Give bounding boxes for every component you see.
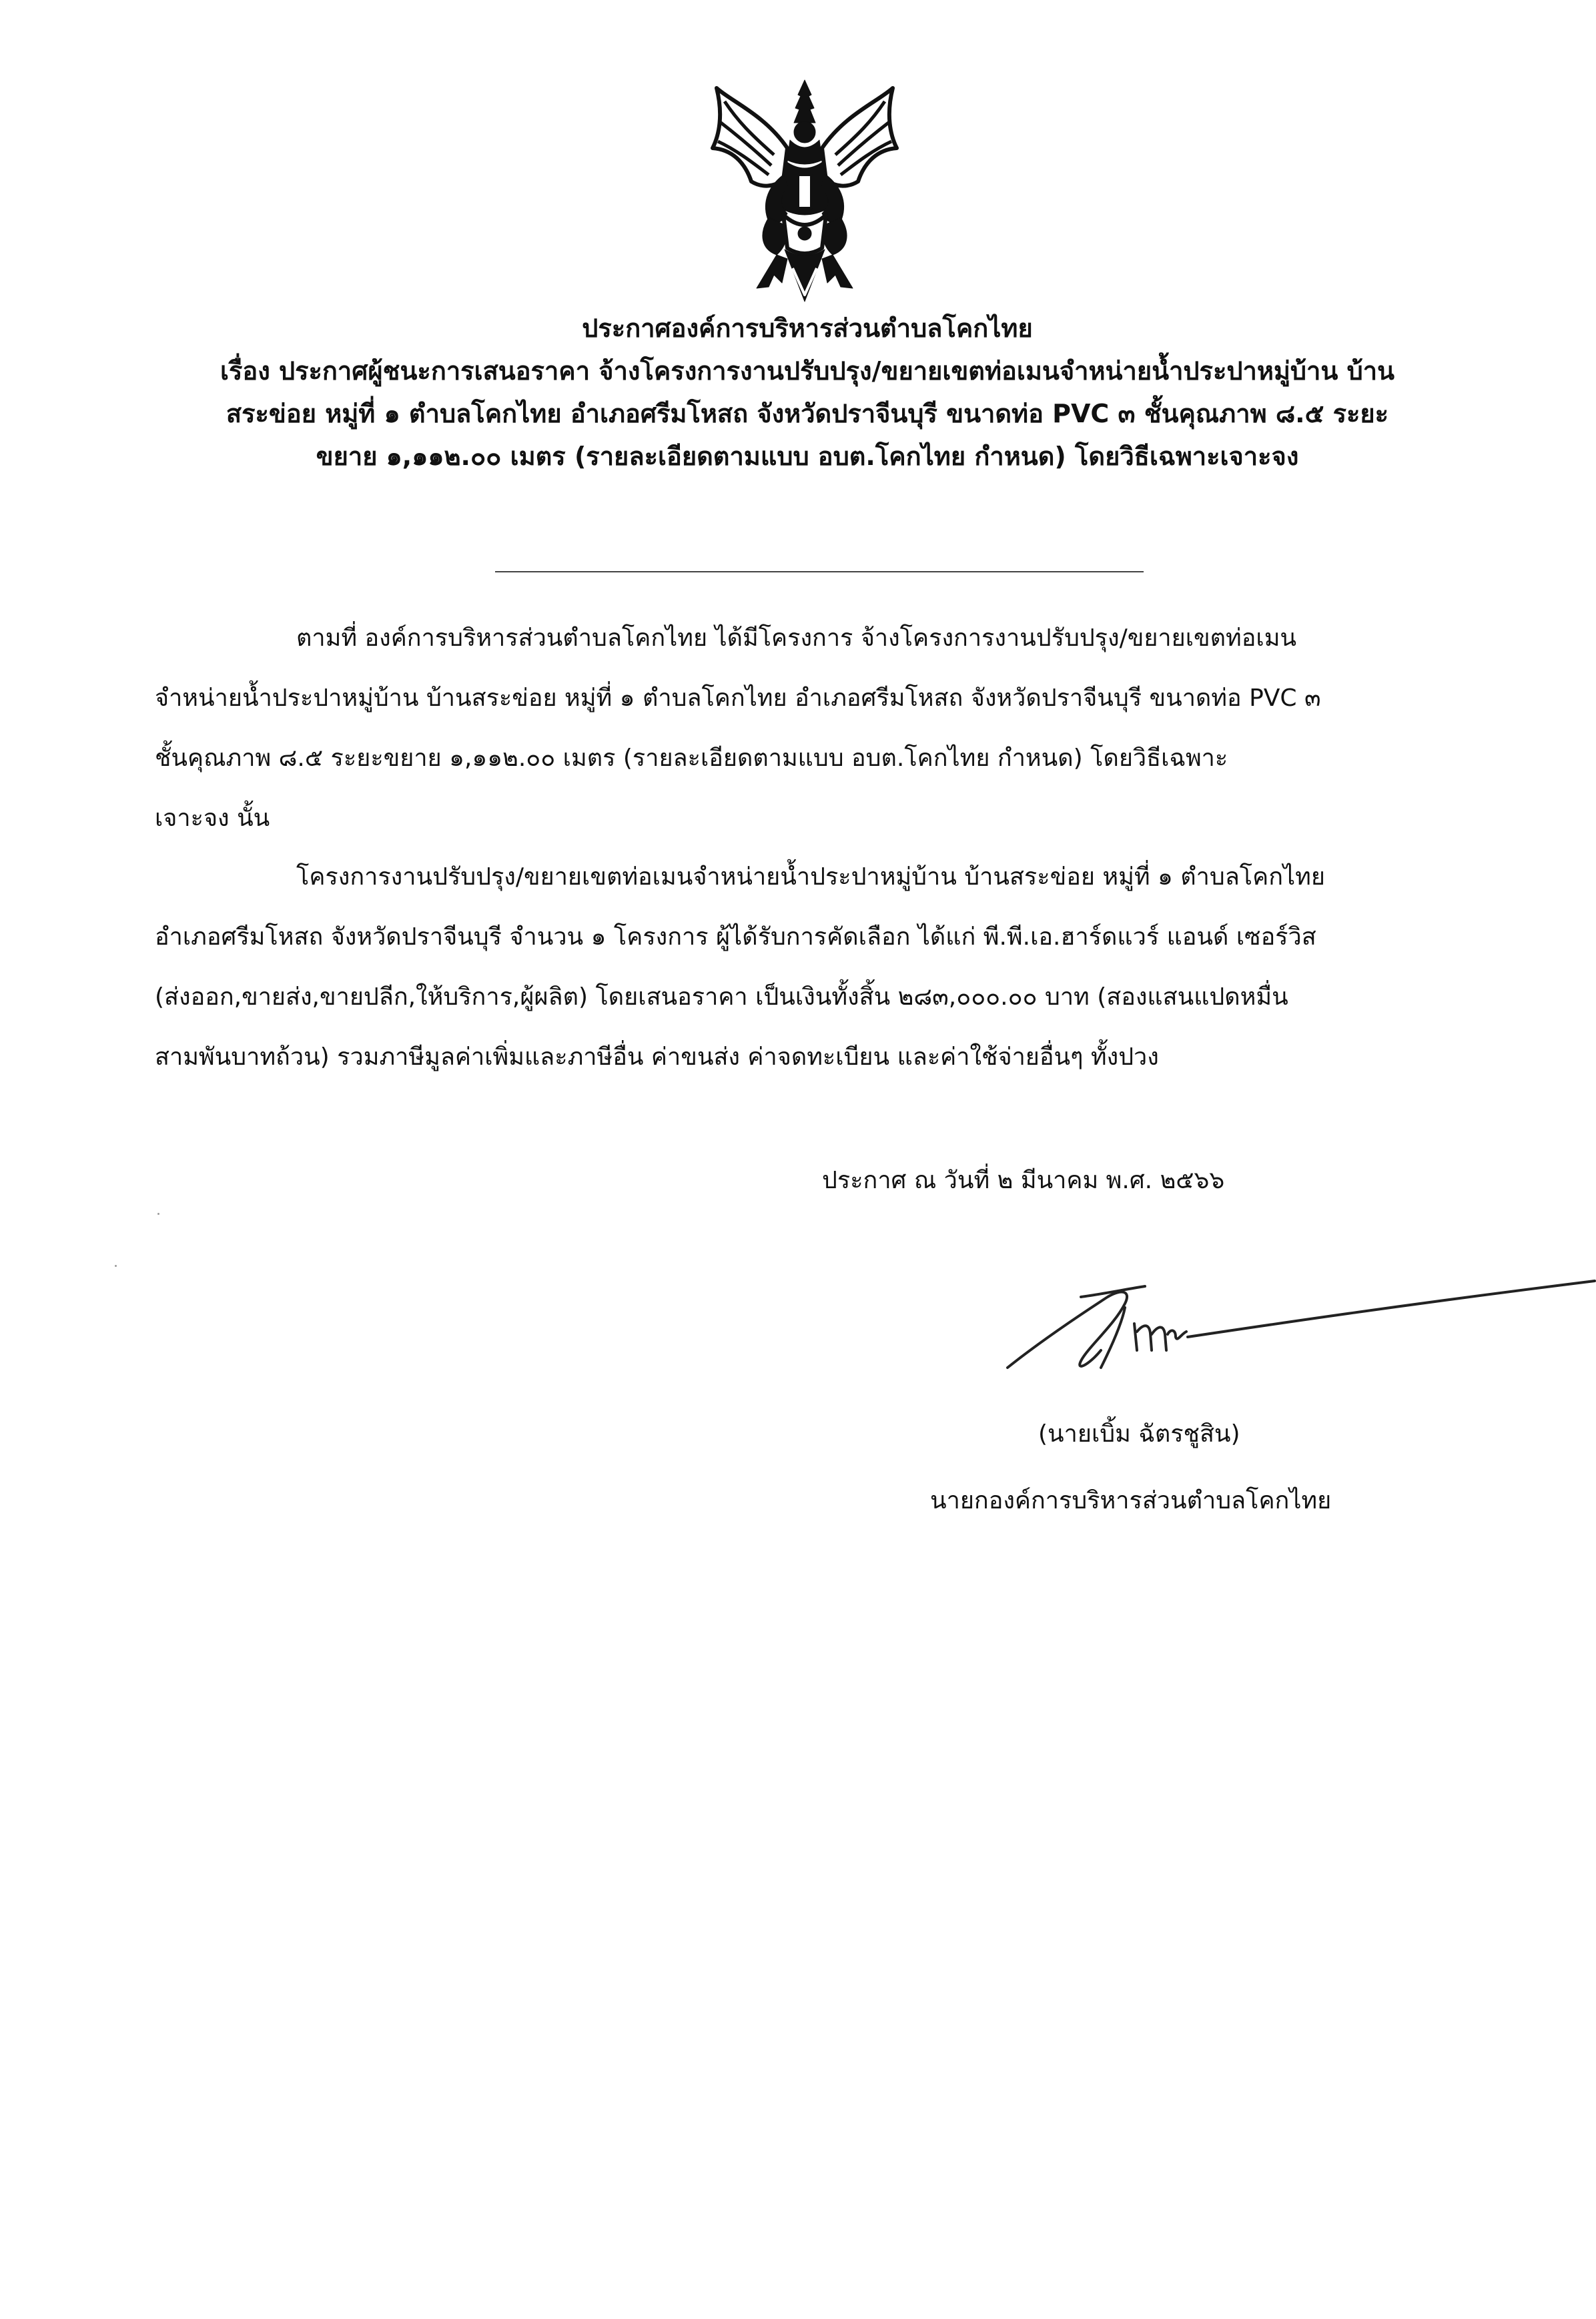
- signer-position: นายกองค์การบริหารส่วนตำบลโคกไทย: [930, 1487, 1332, 1514]
- title-divider: [495, 571, 1144, 572]
- paragraph-line: สามพันบาทถ้วน) รวมภาษีมูลค่าเพิ่มและภาษีอื่น ค่าขนส่ง ค่าจดทะเบียน และค่าใช้จ่ายอื่นๆ ทั้งปวง: [155, 1043, 1159, 1071]
- signer-name: (นายเบิ้ม ฉัตรชูสิน): [1038, 1420, 1240, 1448]
- paragraph-project-background: [155, 608, 1483, 849]
- paragraph-line: เจาะจง นั้น: [155, 805, 270, 832]
- title-line: สระข่อย หมู่ที่ ๑ ตำบลโคกไทย อำเภอศรีมโหสถ จังหวัดปราจีนบุรี ขนาดท่อ PVC ๓ ชั้นคุณภาพ ๘.๕ ระยะ: [226, 399, 1389, 428]
- title-line: ขยาย ๑,๑๑๒.๐๐ เมตร (รายละเอียดตามแบบ อบต.โคกไทย กำหนด) โดยวิธีเฉพาะเจาะจง: [316, 442, 1299, 471]
- paragraph-line: ชั้นคุณภาพ ๘.๕ ระยะขยาย ๑,๑๑๒.๐๐ เมตร (รายละเอียดตามแบบ อบต.โคกไทย กำหนด) โดยวิธีเฉพาะ: [155, 745, 1228, 772]
- scan-speck: [115, 1265, 117, 1267]
- title-line: ประกาศองค์การบริหารส่วนตำบลโคกไทย: [582, 314, 1033, 343]
- handwritten-signature: [1001, 1268, 1596, 1401]
- announcement-title: [153, 307, 1461, 478]
- announcement-date: ประกาศ ณ วันที่ ๒ มีนาคม พ.ศ. ๒๕๖๖: [822, 1167, 1225, 1194]
- paragraph-winner-details: [155, 847, 1483, 1087]
- paragraph-line: อำเภอศรีมโหสถ จังหวัดปราจีนบุรี จำนวน ๑ โครงการ ผู้ได้รับการคัดเลือก ได้แก่ พี.พี.เอ.ฮาร์ดแวร์ แอนด์ เซอร์วิส: [155, 923, 1316, 951]
- title-line: เรื่อง ประกาศผู้ชนะการเสนอราคา จ้างโครงการงานปรับปรุง/ขยายเขตท่อเมนจำหน่ายน้ำประปาหมู่บ้าน บ้าน: [220, 356, 1395, 386]
- scan-speck: [157, 1213, 159, 1215]
- paragraph-line: ตามที่ องค์การบริหารส่วนตำบลโคกไทย ได้มีโครงการ จ้างโครงการงานปรับปรุง/ขยายเขตท่อเมน: [296, 624, 1297, 652]
- garuda-emblem-icon: [705, 75, 905, 308]
- paragraph-line: โครงการงานปรับปรุง/ขยายเขตท่อเมนจำหน่ายน้ำประปาหมู่บ้าน บ้านสระข่อย หมู่ที่ ๑ ตำบลโคกไทย: [296, 863, 1325, 891]
- paragraph-line: (ส่งออก,ขายส่ง,ขายปลีก,ให้บริการ,ผู้ผลิต) โดยเสนอราคา เป็นเงินทั้งสิ้น ๒๘๓,๐๐๐.๐๐ บาท (สองแสนแปดหมื่น: [155, 983, 1288, 1011]
- paragraph-line: จำหน่ายน้ำประปาหมู่บ้าน บ้านสระข่อย หมู่ที่ ๑ ตำบลโคกไทย อำเภอศรีมโหสถ จังหวัดปราจีนบุรี ขนาดท่อ PVC ๓: [155, 684, 1321, 712]
